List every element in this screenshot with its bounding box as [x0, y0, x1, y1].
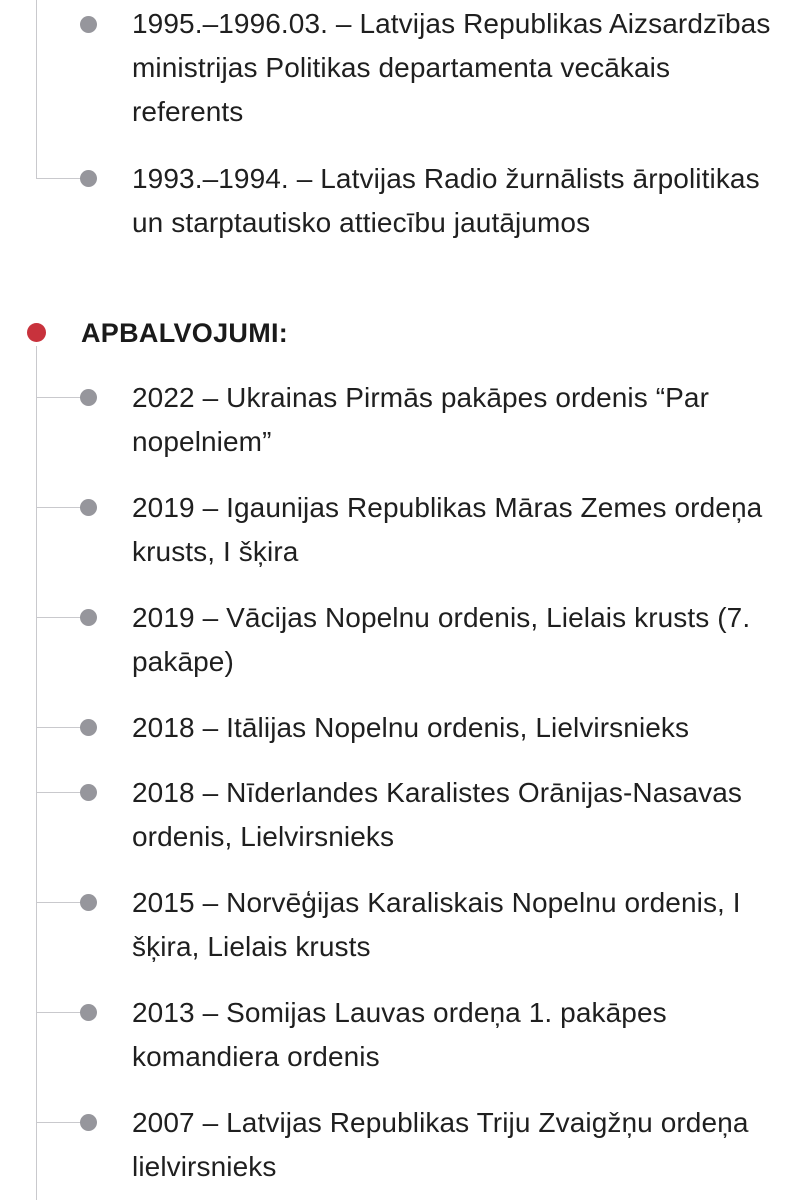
timeline-connector — [36, 25, 37, 26]
bullet-dot-icon — [80, 389, 97, 406]
bullet-dot-icon — [80, 894, 97, 911]
career-item: 1995.–1996.03. – Latvijas Republikas Aizsardzības ministrijas Politikas departamenta vecākais referents — [132, 8, 771, 127]
bullet-dot-icon — [80, 784, 97, 801]
bullet-dot-icon — [80, 609, 97, 626]
section-title-awards: APBALVOJUMI: — [81, 318, 289, 348]
award-item: 2007 – Latvijas Republikas Triju Zvaigžņu ordeņa lielvirsnieks — [132, 1107, 749, 1182]
award-item: 2018 – Itālijas Nopelnu ordenis, Lielvirsnieks — [132, 712, 690, 743]
award-item: 2018 – Nīderlandes Karalistes Orānijas-Nasavas ordenis, Lielvirsnieks — [132, 777, 743, 852]
award-item: 2019 – Vācijas Nopelnu ordenis, Lielais krusts (7. pakāpe) — [132, 602, 751, 677]
timeline-line-top — [36, 0, 37, 178]
section-marker-icon — [27, 323, 46, 342]
bullet-dot-icon — [80, 1004, 97, 1021]
award-item: 2013 – Somijas Lauvas ordeņa 1. pakāpes komandiera ordenis — [132, 997, 667, 1072]
bullet-dot-icon — [80, 16, 97, 33]
career-item: 1993.–1994. – Latvijas Radio žurnālists ārpolitikas un starptautisko attiecību jautājumos — [132, 163, 760, 238]
award-item: 2022 – Ukrainas Pirmās pakāpes ordenis “Par nopelniem” — [132, 382, 710, 457]
bullet-dot-icon — [80, 719, 97, 736]
bullet-dot-icon — [80, 499, 97, 516]
timeline-line-main — [36, 346, 37, 1200]
award-item: 2019 – Igaunijas Republikas Māras Zemes ordeņa krusts, I šķira — [132, 492, 763, 567]
bullet-dot-icon — [80, 170, 97, 187]
bullet-dot-icon — [80, 1114, 97, 1131]
award-item: 2015 – Norvēģijas Karaliskais Nopelnu ordenis, I šķira, Lielais krusts — [132, 887, 741, 962]
